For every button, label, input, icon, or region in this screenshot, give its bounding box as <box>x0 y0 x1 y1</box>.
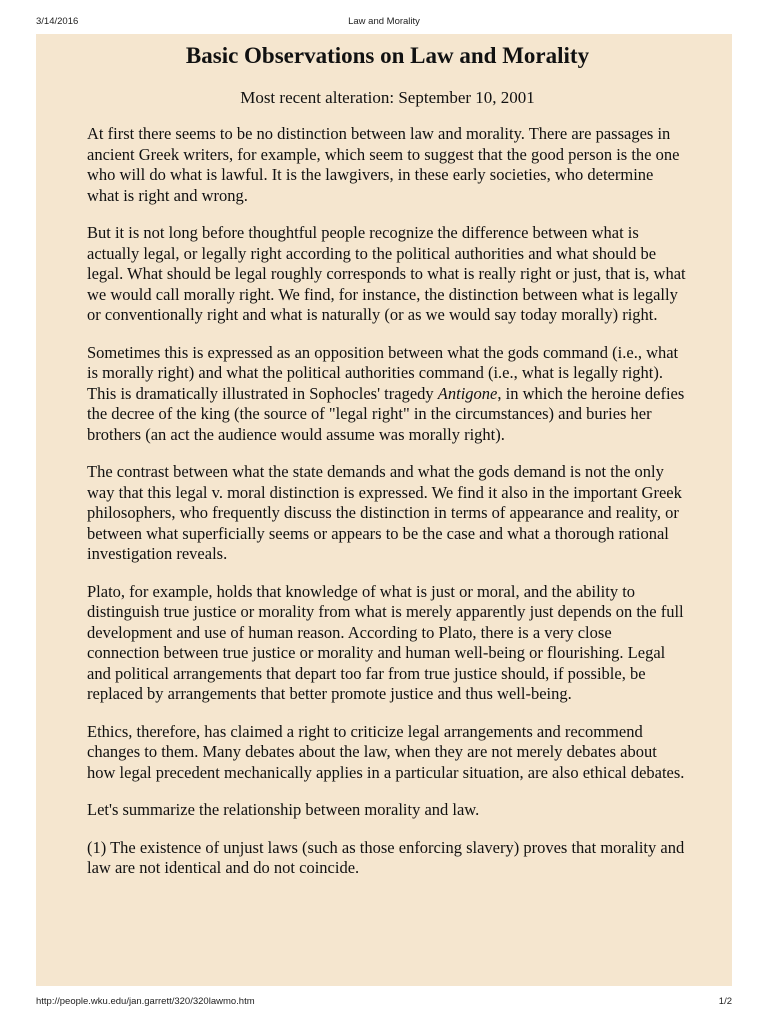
document-subtitle: Most recent alteration: September 10, 2001 <box>240 88 535 107</box>
paragraph-6: Ethics, therefore, has claimed a right to criticize legal arrangements and recommend changes to them. Many debates about the law, when they are not merely debates about how legal precedent mechanically applies in a particular situation, are also ethical debates. <box>87 721 685 782</box>
print-date: 3/14/2016 <box>36 16 79 27</box>
print-page-title: Law and Morality <box>348 16 420 27</box>
paragraph-3-text-after: , in which the heroine defies the decree of the king (the source of "legal right" in the circumstances) and buries her brothers (an act the audience would assume was morally right). <box>87 383 685 444</box>
paragraph-4: The contrast between what the state demands and what the gods demand is not the only way that this legal v. moral distinction is expressed. We find it also in the important Greek philosophers, who frequently discuss the distinction in terms of appearance and reality, or between what superficially seems or appears to be the case and what a thorough rational investigation reveals. <box>87 462 682 563</box>
play-title-antigone: Antigone <box>437 383 498 403</box>
paragraph-8: (1) The existence of unjust laws (such as those enforcing slavery) proves that morality and law are not identical and do not coincide. <box>87 837 685 877</box>
document-title: Basic Observations on Law and Morality <box>185 43 590 68</box>
paragraph-5: Plato, for example, holds that knowledge of what is just or moral, and the ability to distinguish true justice or morality from what is merely apparently just depends on the full development and use of human reason. According to Plato, there is a very close connection between true justice or morality and human well-being or flourishing. Legal and political arrangements that depart too far from true justice should, if possible, be replaced by arrangements that better promote justice and thus well-being. <box>87 581 684 703</box>
source-url: http://people.wku.edu/jan.garrett/320/320lawmo.htm <box>36 996 255 1007</box>
print-footer <box>36 996 732 1010</box>
paragraph-7: Let's summarize the relationship between morality and law. <box>87 800 480 819</box>
paragraph-2: But it is not long before thoughtful people recognize the difference between what is actually legal, or legally right according to the political authorities and what should be legal. What should be legal roughly corresponds to what is really right or just, that is, what we would call morally right. We find, for instance, the distinction between what is legally or conventionally right and what is naturally (or as we would say today morally) right. <box>87 223 686 324</box>
document-page <box>36 34 732 986</box>
paragraph-3 <box>87 343 688 446</box>
page-number: 1/2 <box>718 996 732 1007</box>
paragraph-1: At first there seems to be no distinction between law and morality. There are passages in ancient Greek writers, for example, which seem to suggest that the good person is the one who will do what is lawful. It is the lawgivers, in these early societies, who determine what is right and wrong. <box>87 124 680 205</box>
paragraph-3-text-before: Sometimes this is expressed as an opposition between what the gods command (i.e., what is morally right) and what the political authorities command (i.e., what is legally right). This is dramatically illustrated in Sophocles' tragedy <box>87 342 679 403</box>
print-header <box>36 16 732 30</box>
